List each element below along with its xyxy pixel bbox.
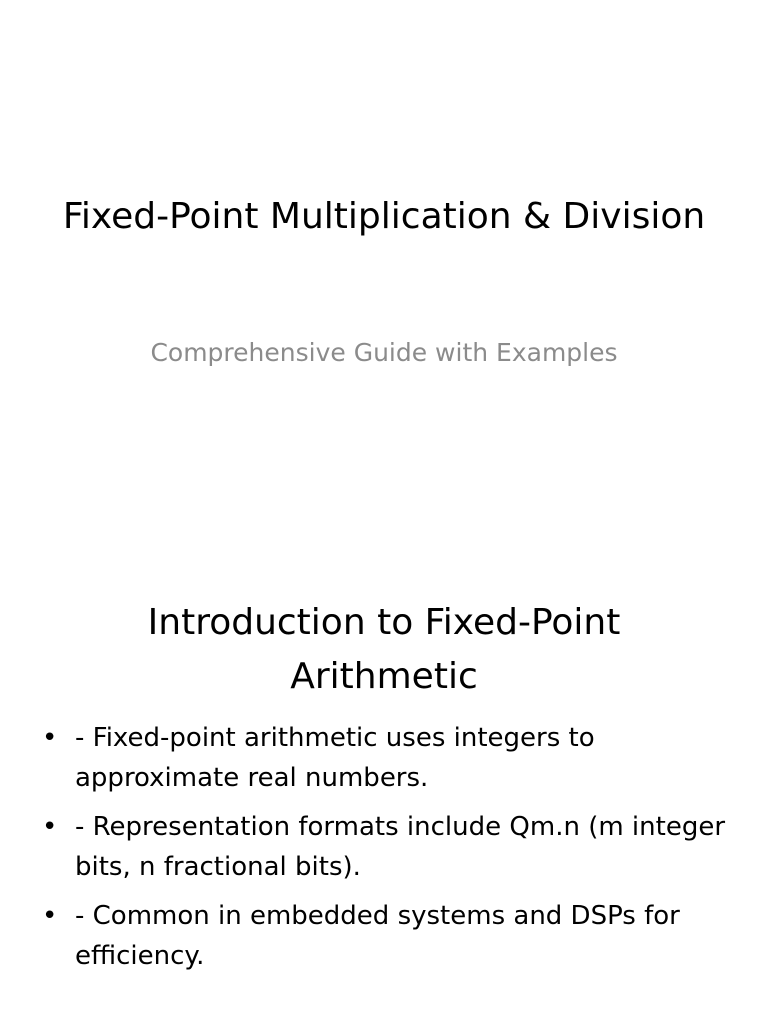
bullet-item	[40, 718, 730, 798]
bullet-dot-icon: •	[42, 901, 58, 931]
bullet-text: - Common in embedded systems and DSPs for efficiency.	[75, 901, 680, 971]
content-slide	[0, 576, 768, 1024]
bullet-dot-icon: •	[42, 812, 58, 842]
bullet-item	[40, 896, 730, 976]
bullet-item	[40, 807, 730, 887]
bullet-list	[40, 718, 730, 985]
bullet-text: - Representation formats include Qm.n (m integer bits, n fractional bits).	[75, 812, 726, 882]
slide-subtitle: Comprehensive Guide with Examples	[150, 338, 618, 367]
slide-title: Fixed-Point Multiplication & Division	[62, 196, 706, 237]
slide-title: Introduction to Fixed-Point Arithmetic	[147, 602, 621, 697]
bullet-text: - Fixed-point arithmetic uses integers to approximate real numbers.	[75, 723, 595, 793]
bullet-dot-icon: •	[42, 723, 58, 753]
